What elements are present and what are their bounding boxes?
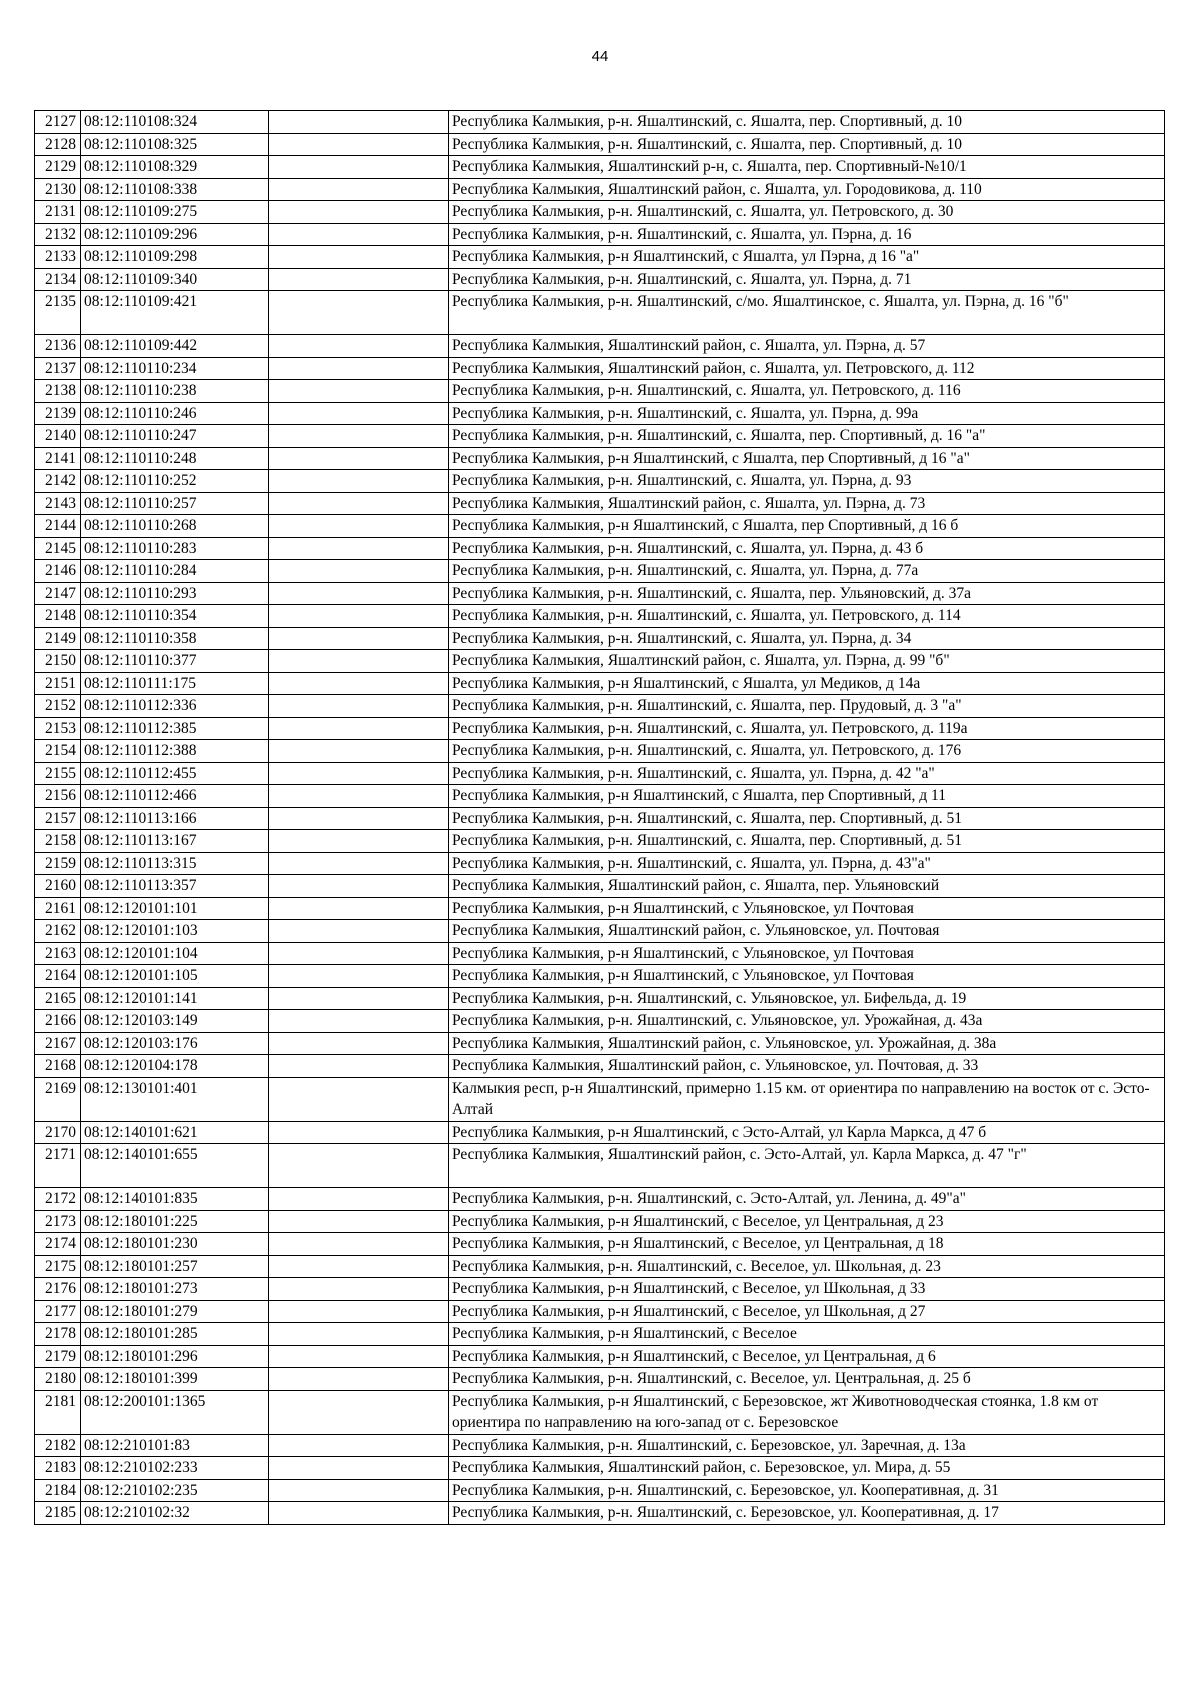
extra-cell (269, 920, 449, 943)
row-number: 2170 (35, 1121, 81, 1144)
table-row (35, 1144, 1165, 1188)
table-row (35, 762, 1165, 785)
address-cell: Республика Калмыкия, р-н Яшалтинский, с Яшалта, пер Спортивный, д 11 (449, 785, 1165, 808)
table-row (35, 650, 1165, 673)
extra-cell (269, 1390, 449, 1434)
table-row (35, 627, 1165, 650)
row-number: 2166 (35, 1010, 81, 1033)
cadastral-number: 08:12:110110:377 (81, 650, 269, 673)
cadastral-number: 08:12:110111:175 (81, 672, 269, 695)
extra-cell (269, 942, 449, 965)
table-row (35, 987, 1165, 1010)
row-number: 2138 (35, 380, 81, 403)
extra-cell (269, 268, 449, 291)
row-number: 2181 (35, 1390, 81, 1434)
extra-cell (269, 1278, 449, 1301)
row-number: 2132 (35, 223, 81, 246)
address-cell: Республика Калмыкия, Яшалтинский район, с. Ульяновское, ул. Почтовая (449, 920, 1165, 943)
extra-cell (269, 672, 449, 695)
address-cell: Республика Калмыкия, р-н Яшалтинский, с Веселое, ул Центральная, д 23 (449, 1210, 1165, 1233)
cadastral-number: 08:12:110109:296 (81, 223, 269, 246)
extra-cell (269, 223, 449, 246)
cadastral-number: 08:12:110109:275 (81, 201, 269, 224)
extra-cell (269, 178, 449, 201)
cadastral-number: 08:12:210101:83 (81, 1434, 269, 1457)
row-number: 2127 (35, 111, 81, 134)
row-number: 2137 (35, 357, 81, 380)
row-number: 2140 (35, 425, 81, 448)
row-number: 2151 (35, 672, 81, 695)
cadastral-number: 08:12:110110:252 (81, 470, 269, 493)
extra-cell (269, 897, 449, 920)
cadastral-number: 08:12:110108:329 (81, 156, 269, 179)
cadastral-number: 08:12:110113:315 (81, 852, 269, 875)
row-number: 2154 (35, 740, 81, 763)
row-number: 2176 (35, 1278, 81, 1301)
row-number: 2131 (35, 201, 81, 224)
row-number: 2163 (35, 942, 81, 965)
cadastral-number: 08:12:110110:283 (81, 537, 269, 560)
row-number: 2172 (35, 1188, 81, 1211)
cadastral-number: 08:12:110108:325 (81, 133, 269, 156)
extra-cell (269, 875, 449, 898)
row-number: 2159 (35, 852, 81, 875)
cadastral-number: 08:12:110110:238 (81, 380, 269, 403)
extra-cell (269, 1345, 449, 1368)
extra-cell (269, 650, 449, 673)
extra-cell (269, 1144, 449, 1188)
cadastral-number: 08:12:180101:225 (81, 1210, 269, 1233)
extra-cell (269, 402, 449, 425)
cadastral-number: 08:12:120101:105 (81, 965, 269, 988)
extra-cell (269, 605, 449, 628)
table-row (35, 1121, 1165, 1144)
table-row (35, 920, 1165, 943)
address-cell: Республика Калмыкия, Яшалтинский район, с. Березовское, ул. Мира, д. 55 (449, 1457, 1165, 1480)
row-number: 2178 (35, 1323, 81, 1346)
cadastral-number: 08:12:110109:340 (81, 268, 269, 291)
extra-cell (269, 627, 449, 650)
table-row (35, 695, 1165, 718)
address-cell: Республика Калмыкия, р-н. Яшалтинский, с. Яшалта, ул. Петровского, д. 30 (449, 201, 1165, 224)
table-row (35, 1323, 1165, 1346)
address-cell: Республика Калмыкия, р-н. Яшалтинский, с. Яшалта, ул. Петровского, д. 176 (449, 740, 1165, 763)
extra-cell (269, 582, 449, 605)
address-cell: Республика Калмыкия, Яшалтинский район, с. Яшалта, ул. Пэрна, д. 57 (449, 335, 1165, 358)
row-number: 2175 (35, 1255, 81, 1278)
row-number: 2160 (35, 875, 81, 898)
address-cell: Республика Калмыкия, р-н. Яшалтинский, с. Яшалта, ул. Пэрна, д. 16 (449, 223, 1165, 246)
extra-cell (269, 425, 449, 448)
table-row (35, 785, 1165, 808)
extra-cell (269, 762, 449, 785)
cadastral-number: 08:12:110110:358 (81, 627, 269, 650)
cadastral-number: 08:12:110110:247 (81, 425, 269, 448)
address-cell: Республика Калмыкия, р-н. Яшалтинский, с. Яшалта, пер. Спортивный, д. 10 (449, 133, 1165, 156)
extra-cell (269, 717, 449, 740)
cadastral-number: 08:12:110110:234 (81, 357, 269, 380)
row-number: 2183 (35, 1457, 81, 1480)
table-row (35, 1278, 1165, 1301)
cadastral-number: 08:12:120101:103 (81, 920, 269, 943)
row-number: 2155 (35, 762, 81, 785)
address-cell: Республика Калмыкия, р-н. Яшалтинский, с/мо. Яшалтинское, с. Яшалта, ул. Пэрна, д. 16 "б" (449, 291, 1165, 335)
row-number: 2185 (35, 1502, 81, 1525)
address-cell: Калмыкия респ, р-н Яшалтинский, примерно 1.15 км. от ориентира по направлению на восток от с. Эсто-Алтай (449, 1077, 1165, 1121)
table-row (35, 178, 1165, 201)
table-row (35, 268, 1165, 291)
row-number: 2173 (35, 1210, 81, 1233)
row-number: 2148 (35, 605, 81, 628)
table-row (35, 223, 1165, 246)
row-number: 2141 (35, 447, 81, 470)
address-cell: Республика Калмыкия, р-н Яшалтинский, с Яшалта, пер Спортивный, д 16 "а" (449, 447, 1165, 470)
table-row (35, 807, 1165, 830)
table-row (35, 291, 1165, 335)
address-cell: Республика Калмыкия, р-н. Яшалтинский, с. Яшалта, пер. Спортивный, д. 51 (449, 830, 1165, 853)
row-number: 2128 (35, 133, 81, 156)
table-row (35, 1233, 1165, 1256)
extra-cell (269, 1255, 449, 1278)
extra-cell (269, 740, 449, 763)
extra-cell (269, 785, 449, 808)
address-cell: Республика Калмыкия, Яшалтинский район, с. Эсто-Алтай, ул. Карла Маркса, д. 47 "г" (449, 1144, 1165, 1188)
row-number: 2145 (35, 537, 81, 560)
row-number: 2130 (35, 178, 81, 201)
address-cell: Республика Калмыкия, р-н Яшалтинский, с Яшалта, ул Медиков, д 14а (449, 672, 1165, 695)
cadastral-number: 08:12:110113:357 (81, 875, 269, 898)
cadastral-number: 08:12:210102:32 (81, 1502, 269, 1525)
row-number: 2150 (35, 650, 81, 673)
row-number: 2165 (35, 987, 81, 1010)
extra-cell (269, 560, 449, 583)
table-row (35, 672, 1165, 695)
row-number: 2171 (35, 1144, 81, 1188)
table-row (35, 852, 1165, 875)
cadastral-number: 08:12:110108:324 (81, 111, 269, 134)
extra-cell (269, 807, 449, 830)
row-number: 2149 (35, 627, 81, 650)
row-number: 2156 (35, 785, 81, 808)
row-number: 2174 (35, 1233, 81, 1256)
cadastral-number: 08:12:110110:257 (81, 492, 269, 515)
row-number: 2129 (35, 156, 81, 179)
table-row (35, 830, 1165, 853)
address-cell: Республика Калмыкия, р-н. Яшалтинский, с. Ульяновское, ул. Урожайная, д. 43а (449, 1010, 1165, 1033)
row-number: 2135 (35, 291, 81, 335)
extra-cell (269, 492, 449, 515)
table-row (35, 1479, 1165, 1502)
extra-cell (269, 156, 449, 179)
table-row (35, 1390, 1165, 1434)
table-row (35, 740, 1165, 763)
cadastral-number: 08:12:180101:279 (81, 1300, 269, 1323)
row-number: 2164 (35, 965, 81, 988)
table-row (35, 1368, 1165, 1391)
cadastral-number: 08:12:110113:167 (81, 830, 269, 853)
address-cell: Республика Калмыкия, р-н. Яшалтинский, с. Яшалта, ул. Пэрна, д. 43 б (449, 537, 1165, 560)
table-row (35, 875, 1165, 898)
address-cell: Республика Калмыкия, р-н Яшалтинский, с Березовское, жт Животноводческая стоянка, 1.8 км от ориентира по направлению на юго-запад от с. Березовское (449, 1390, 1165, 1434)
cadastral-number: 08:12:110110:248 (81, 447, 269, 470)
cadastral-number: 08:12:200101:1365 (81, 1390, 269, 1434)
extra-cell (269, 830, 449, 853)
extra-cell (269, 1010, 449, 1033)
cadastral-number: 08:12:210102:235 (81, 1479, 269, 1502)
cadastral-number: 08:12:110112:336 (81, 695, 269, 718)
table-row (35, 582, 1165, 605)
address-cell: Республика Калмыкия, р-н Яшалтинский, с Веселое (449, 1323, 1165, 1346)
cadastral-number: 08:12:110110:246 (81, 402, 269, 425)
extra-cell (269, 987, 449, 1010)
address-cell: Республика Калмыкия, р-н. Яшалтинский, с. Яшалта, пер. Спортивный, д. 51 (449, 807, 1165, 830)
cadastral-number: 08:12:120103:176 (81, 1032, 269, 1055)
table-row (35, 380, 1165, 403)
table-row (35, 965, 1165, 988)
row-number: 2169 (35, 1077, 81, 1121)
address-cell: Республика Калмыкия, р-н Яшалтинский, с Веселое, ул Центральная, д 18 (449, 1233, 1165, 1256)
row-number: 2136 (35, 335, 81, 358)
extra-cell (269, 1368, 449, 1391)
table-row (35, 201, 1165, 224)
extra-cell (269, 1188, 449, 1211)
table-row (35, 1055, 1165, 1078)
row-number: 2158 (35, 830, 81, 853)
cadastral-number: 08:12:110112:466 (81, 785, 269, 808)
cadastral-number: 08:12:110110:284 (81, 560, 269, 583)
address-cell: Республика Калмыкия, р-н. Яшалтинский, с. Яшалта, пер. Спортивный, д. 16 "а" (449, 425, 1165, 448)
address-cell: Республика Калмыкия, р-н. Яшалтинский, с. Березовское, ул. Кооперативная, д. 17 (449, 1502, 1165, 1525)
extra-cell (269, 111, 449, 134)
cadastral-number: 08:12:180101:399 (81, 1368, 269, 1391)
cadastral-number: 08:12:140101:835 (81, 1188, 269, 1211)
address-cell: Республика Калмыкия, Яшалтинский район, с. Яшалта, пер. Ульяновский (449, 875, 1165, 898)
extra-cell (269, 1121, 449, 1144)
extra-cell (269, 695, 449, 718)
cadastral-number: 08:12:180101:285 (81, 1323, 269, 1346)
extra-cell (269, 1055, 449, 1078)
row-number: 2184 (35, 1479, 81, 1502)
cadastral-number: 08:12:120103:149 (81, 1010, 269, 1033)
address-cell: Республика Калмыкия, р-н. Яшалтинский, с. Яшалта, ул. Пэрна, д. 34 (449, 627, 1165, 650)
table-row (35, 717, 1165, 740)
address-cell: Республика Калмыкия, р-н. Яшалтинский, с. Веселое, ул. Школьная, д. 23 (449, 1255, 1165, 1278)
address-cell: Республика Калмыкия, р-н. Яшалтинский, с. Яшалта, ул. Пэрна, д. 43"а" (449, 852, 1165, 875)
row-number: 2157 (35, 807, 81, 830)
table-row (35, 133, 1165, 156)
row-number: 2168 (35, 1055, 81, 1078)
extra-cell (269, 380, 449, 403)
address-cell: Республика Калмыкия, р-н. Яшалтинский, с. Яшалта, ул. Пэрна, д. 71 (449, 268, 1165, 291)
cadastral-number: 08:12:120104:178 (81, 1055, 269, 1078)
address-cell: Республика Калмыкия, р-н. Яшалтинский, с. Яшалта, ул. Петровского, д. 116 (449, 380, 1165, 403)
address-cell: Республика Калмыкия, р-н Яшалтинский, с Веселое, ул Школьная, д 27 (449, 1300, 1165, 1323)
table-row (35, 156, 1165, 179)
row-number: 2177 (35, 1300, 81, 1323)
address-cell: Республика Калмыкия, Яшалтинский район, с. Яшалта, ул. Петровского, д. 112 (449, 357, 1165, 380)
property-table (34, 110, 1165, 1525)
address-cell: Республика Калмыкия, р-н. Яшалтинский, с. Яшалта, ул. Пэрна, д. 42 "а" (449, 762, 1165, 785)
address-cell: Республика Калмыкия, р-н. Яшалтинский, с. Березовское, ул. Заречная, д. 13а (449, 1434, 1165, 1457)
address-cell: Республика Калмыкия, р-н Яшалтинский, с Ульяновское, ул Почтовая (449, 965, 1165, 988)
row-number: 2161 (35, 897, 81, 920)
table-row (35, 942, 1165, 965)
address-cell: Республика Калмыкия, р-н Яшалтинский, с Яшалта, ул Пэрна, д 16 "а" (449, 246, 1165, 269)
address-cell: Республика Калмыкия, Яшалтинский район, с. Яшалта, ул. Пэрна, д. 99 "б" (449, 650, 1165, 673)
table-row (35, 537, 1165, 560)
address-cell: Республика Калмыкия, р-н. Яшалтинский, с. Веселое, ул. Центральная, д. 25 б (449, 1368, 1165, 1391)
extra-cell (269, 1323, 449, 1346)
extra-cell (269, 537, 449, 560)
cadastral-number: 08:12:140101:655 (81, 1144, 269, 1188)
address-cell: Республика Калмыкия, р-н. Яшалтинский, с. Яшалта, ул. Петровского, д. 114 (449, 605, 1165, 628)
address-cell: Республика Калмыкия, Яшалтинский район, с. Яшалта, ул. Городовикова, д. 110 (449, 178, 1165, 201)
table-body (35, 111, 1165, 1525)
row-number: 2167 (35, 1032, 81, 1055)
address-cell: Республика Калмыкия, р-н Яшалтинский, с Яшалта, пер Спортивный, д 16 б (449, 515, 1165, 538)
extra-cell (269, 1502, 449, 1525)
row-number: 2153 (35, 717, 81, 740)
row-number: 2139 (35, 402, 81, 425)
extra-cell (269, 852, 449, 875)
row-number: 2134 (35, 268, 81, 291)
table-row (35, 470, 1165, 493)
table-row (35, 897, 1165, 920)
address-cell: Республика Калмыкия, р-н. Яшалтинский, с. Яшалта, пер. Ульяновский, д. 37а (449, 582, 1165, 605)
cadastral-number: 08:12:210102:233 (81, 1457, 269, 1480)
cadastral-number: 08:12:180101:296 (81, 1345, 269, 1368)
table-row (35, 1300, 1165, 1323)
table-row (35, 357, 1165, 380)
table-row (35, 1255, 1165, 1278)
extra-cell (269, 1032, 449, 1055)
address-cell: Республика Калмыкия, р-н. Яшалтинский, с. Яшалта, ул. Пэрна, д. 93 (449, 470, 1165, 493)
page-number: 44 (591, 48, 609, 65)
cadastral-number: 08:12:110113:166 (81, 807, 269, 830)
extra-cell (269, 1300, 449, 1323)
address-cell: Республика Калмыкия, р-н Яшалтинский, с Ульяновское, ул Почтовая (449, 942, 1165, 965)
cadastral-number: 08:12:110112:388 (81, 740, 269, 763)
cadastral-number: 08:12:120101:101 (81, 897, 269, 920)
cadastral-number: 08:12:110112:385 (81, 717, 269, 740)
table-row (35, 335, 1165, 358)
cadastral-number: 08:12:110110:268 (81, 515, 269, 538)
cadastral-number: 08:12:110110:293 (81, 582, 269, 605)
address-cell: Республика Калмыкия, р-н. Яшалтинский, с. Ульяновское, ул. Бифельда, д. 19 (449, 987, 1165, 1010)
row-number: 2162 (35, 920, 81, 943)
extra-cell (269, 1434, 449, 1457)
cadastral-number: 08:12:110109:298 (81, 246, 269, 269)
address-cell: Республика Калмыкия, р-н Яшалтинский, с Ульяновское, ул Почтовая (449, 897, 1165, 920)
extra-cell (269, 470, 449, 493)
table-row (35, 492, 1165, 515)
address-cell: Республика Калмыкия, р-н Яшалтинский, с Эсто-Алтай, ул Карла Маркса, д 47 б (449, 1121, 1165, 1144)
cadastral-number: 08:12:180101:257 (81, 1255, 269, 1278)
table-row (35, 1345, 1165, 1368)
table-row (35, 515, 1165, 538)
table-row (35, 1210, 1165, 1233)
row-number: 2182 (35, 1434, 81, 1457)
extra-cell (269, 246, 449, 269)
table-row (35, 246, 1165, 269)
table-row (35, 1077, 1165, 1121)
cadastral-number: 08:12:130101:401 (81, 1077, 269, 1121)
row-number: 2143 (35, 492, 81, 515)
table-row (35, 402, 1165, 425)
cadastral-number: 08:12:110110:354 (81, 605, 269, 628)
row-number: 2179 (35, 1345, 81, 1368)
address-cell: Республика Калмыкия, р-н. Яшалтинский, с. Яшалта, ул. Петровского, д. 119а (449, 717, 1165, 740)
row-number: 2180 (35, 1368, 81, 1391)
table-row (35, 1502, 1165, 1525)
extra-cell (269, 515, 449, 538)
row-number: 2142 (35, 470, 81, 493)
row-number: 2146 (35, 560, 81, 583)
address-cell: Республика Калмыкия, р-н. Яшалтинский, с. Березовское, ул. Кооперативная, д. 31 (449, 1479, 1165, 1502)
address-cell: Республика Калмыкия, р-н. Яшалтинский, с. Эсто-Алтай, ул. Ленина, д. 49"а" (449, 1188, 1165, 1211)
extra-cell (269, 1479, 449, 1502)
row-number: 2147 (35, 582, 81, 605)
address-cell: Республика Калмыкия, р-н. Яшалтинский, с. Яшалта, пер. Прудовый, д. 3 "а" (449, 695, 1165, 718)
cadastral-number: 08:12:120101:104 (81, 942, 269, 965)
address-cell: Республика Калмыкия, р-н. Яшалтинский, с. Яшалта, ул. Пэрна, д. 77а (449, 560, 1165, 583)
cadastral-number: 08:12:180101:273 (81, 1278, 269, 1301)
cadastral-number: 08:12:110109:442 (81, 335, 269, 358)
extra-cell (269, 357, 449, 380)
row-number: 2144 (35, 515, 81, 538)
row-number: 2152 (35, 695, 81, 718)
extra-cell (269, 201, 449, 224)
table-row (35, 111, 1165, 134)
table-row (35, 1434, 1165, 1457)
address-cell: Республика Калмыкия, Яшалтинский район, с. Яшалта, ул. Пэрна, д. 73 (449, 492, 1165, 515)
row-number: 2133 (35, 246, 81, 269)
extra-cell (269, 133, 449, 156)
extra-cell (269, 1077, 449, 1121)
address-cell: Республика Калмыкия, Яшалтинский район, с. Ульяновское, ул. Урожайная, д. 38а (449, 1032, 1165, 1055)
extra-cell (269, 291, 449, 335)
table-row (35, 1032, 1165, 1055)
address-cell: Республика Калмыкия, Яшалтинский район, с. Ульяновское, ул. Почтовая, д. 33 (449, 1055, 1165, 1078)
cadastral-number: 08:12:110112:455 (81, 762, 269, 785)
extra-cell (269, 1233, 449, 1256)
cadastral-number: 08:12:180101:230 (81, 1233, 269, 1256)
table-row (35, 447, 1165, 470)
address-cell: Республика Калмыкия, р-н Яшалтинский, с Веселое, ул Школьная, д 33 (449, 1278, 1165, 1301)
extra-cell (269, 335, 449, 358)
table-row (35, 1188, 1165, 1211)
cadastral-number: 08:12:110109:421 (81, 291, 269, 335)
cadastral-number: 08:12:110108:338 (81, 178, 269, 201)
extra-cell (269, 965, 449, 988)
extra-cell (269, 447, 449, 470)
table-row (35, 425, 1165, 448)
extra-cell (269, 1457, 449, 1480)
cadastral-number: 08:12:140101:621 (81, 1121, 269, 1144)
table-row (35, 1457, 1165, 1480)
table-row (35, 1010, 1165, 1033)
address-cell: Республика Калмыкия, Яшалтинский р-н, с. Яшалта, пер. Спортивный-№10/1 (449, 156, 1165, 179)
address-cell: Республика Калмыкия, р-н Яшалтинский, с Веселое, ул Центральная, д 6 (449, 1345, 1165, 1368)
cadastral-number: 08:12:120101:141 (81, 987, 269, 1010)
table-row (35, 605, 1165, 628)
address-cell: Республика Калмыкия, р-н. Яшалтинский, с. Яшалта, пер. Спортивный, д. 10 (449, 111, 1165, 134)
extra-cell (269, 1210, 449, 1233)
address-cell: Республика Калмыкия, р-н. Яшалтинский, с. Яшалта, ул. Пэрна, д. 99а (449, 402, 1165, 425)
table-row (35, 560, 1165, 583)
